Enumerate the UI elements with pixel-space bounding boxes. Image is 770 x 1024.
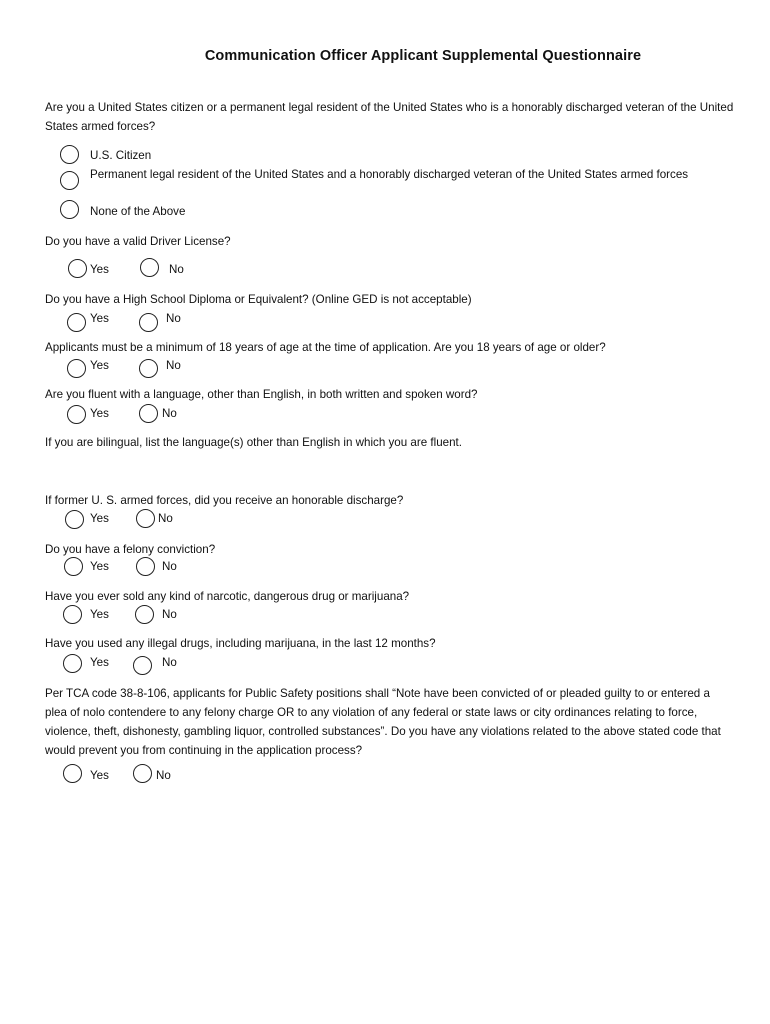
question-tca-violations: Per TCA code 38-8-106, applicants for Public Safety positions shall “Note have been convicted of or pleaded guilty to or entered a plea of nolo contendere to any felony charge OR to any violation of any federal or state laws or city ordinances relating to force, violence, theft, dishonesty, gambling liquor, controlled substances”. Do you have any violations related to the above stated code that would prevent you from continuing in the application process? bbox=[45, 687, 721, 757]
label-age-no: No bbox=[166, 359, 181, 372]
radio-violations-no[interactable] bbox=[133, 764, 152, 783]
question-sold-drugs: Have you ever sold any kind of narcotic, dangerous drug or marijuana? bbox=[45, 590, 410, 603]
question-citizenship: Are you a United States citizen or a permanent legal resident of the United States who is a honorably discharged veteran of the United States armed forces? bbox=[45, 101, 734, 133]
label-sold-drugs-no: No bbox=[162, 608, 177, 621]
radio-us-citizen[interactable] bbox=[60, 145, 79, 164]
label-driver-license-no: No bbox=[169, 263, 184, 276]
radio-illegal-drugs-no[interactable] bbox=[133, 656, 152, 675]
radio-none-of-above[interactable] bbox=[60, 200, 79, 219]
radio-age-no[interactable] bbox=[139, 359, 158, 378]
radio-permanent-resident[interactable] bbox=[60, 171, 79, 190]
label-felony-no: No bbox=[162, 560, 177, 573]
radio-driver-license-yes[interactable] bbox=[68, 259, 87, 278]
label-illegal-drugs-no: No bbox=[162, 656, 177, 669]
label-felony-yes: Yes bbox=[90, 560, 109, 573]
radio-felony-no[interactable] bbox=[136, 557, 155, 576]
label-driver-license-yes: Yes bbox=[90, 263, 109, 276]
label-discharge-yes: Yes bbox=[90, 512, 109, 525]
radio-fluent-no[interactable] bbox=[139, 404, 158, 423]
radio-diploma-no[interactable] bbox=[139, 313, 158, 332]
option-label-none-of-above: None of the Above bbox=[90, 205, 186, 218]
radio-fluent-yes[interactable] bbox=[67, 405, 86, 424]
label-fluent-no: No bbox=[162, 407, 177, 420]
label-sold-drugs-yes: Yes bbox=[90, 608, 109, 621]
option-label-us-citizen: U.S. Citizen bbox=[90, 149, 152, 162]
radio-age-yes[interactable] bbox=[67, 359, 86, 378]
question-bilingual-list: If you are bilingual, list the language(s) other than English in which you are fluent. bbox=[45, 436, 462, 449]
question-illegal-drugs: Have you used any illegal drugs, including marijuana, in the last 12 months? bbox=[45, 637, 436, 650]
label-violations-no: No bbox=[156, 769, 171, 782]
page-title: Communication Officer Applicant Supplemental Questionnaire bbox=[204, 48, 642, 64]
radio-discharge-yes[interactable] bbox=[65, 510, 84, 529]
question-felony: Do you have a felony conviction? bbox=[45, 543, 216, 556]
question-driver-license: Do you have a valid Driver License? bbox=[45, 235, 231, 248]
radio-discharge-no[interactable] bbox=[136, 509, 155, 528]
radio-violations-yes[interactable] bbox=[63, 764, 82, 783]
option-label-permanent-resident: Permanent legal resident of the United States and a honorably discharged veteran of the United States armed forces bbox=[90, 168, 689, 181]
label-fluent-yes: Yes bbox=[90, 407, 109, 420]
label-illegal-drugs-yes: Yes bbox=[90, 656, 109, 669]
label-violations-yes: Yes bbox=[90, 769, 109, 782]
question-age: Applicants must be a minimum of 18 years of age at the time of application. Are you 18 years of age or older? bbox=[45, 341, 606, 354]
radio-illegal-drugs-yes[interactable] bbox=[63, 654, 82, 673]
radio-felony-yes[interactable] bbox=[64, 557, 83, 576]
question-honorable-discharge: If former U. S. armed forces, did you receive an honorable discharge? bbox=[45, 494, 404, 507]
radio-sold-drugs-yes[interactable] bbox=[63, 605, 82, 624]
label-age-yes: Yes bbox=[90, 359, 109, 372]
radio-sold-drugs-no[interactable] bbox=[135, 605, 154, 624]
label-diploma-no: No bbox=[166, 312, 181, 325]
label-discharge-no: No bbox=[158, 512, 173, 525]
label-diploma-yes: Yes bbox=[90, 312, 109, 325]
question-diploma: Do you have a High School Diploma or Equivalent? (Online GED is not acceptable) bbox=[45, 293, 472, 306]
question-fluent-language: Are you fluent with a language, other than English, in both written and spoken word? bbox=[45, 388, 478, 401]
radio-driver-license-no[interactable] bbox=[140, 258, 159, 277]
radio-diploma-yes[interactable] bbox=[67, 313, 86, 332]
